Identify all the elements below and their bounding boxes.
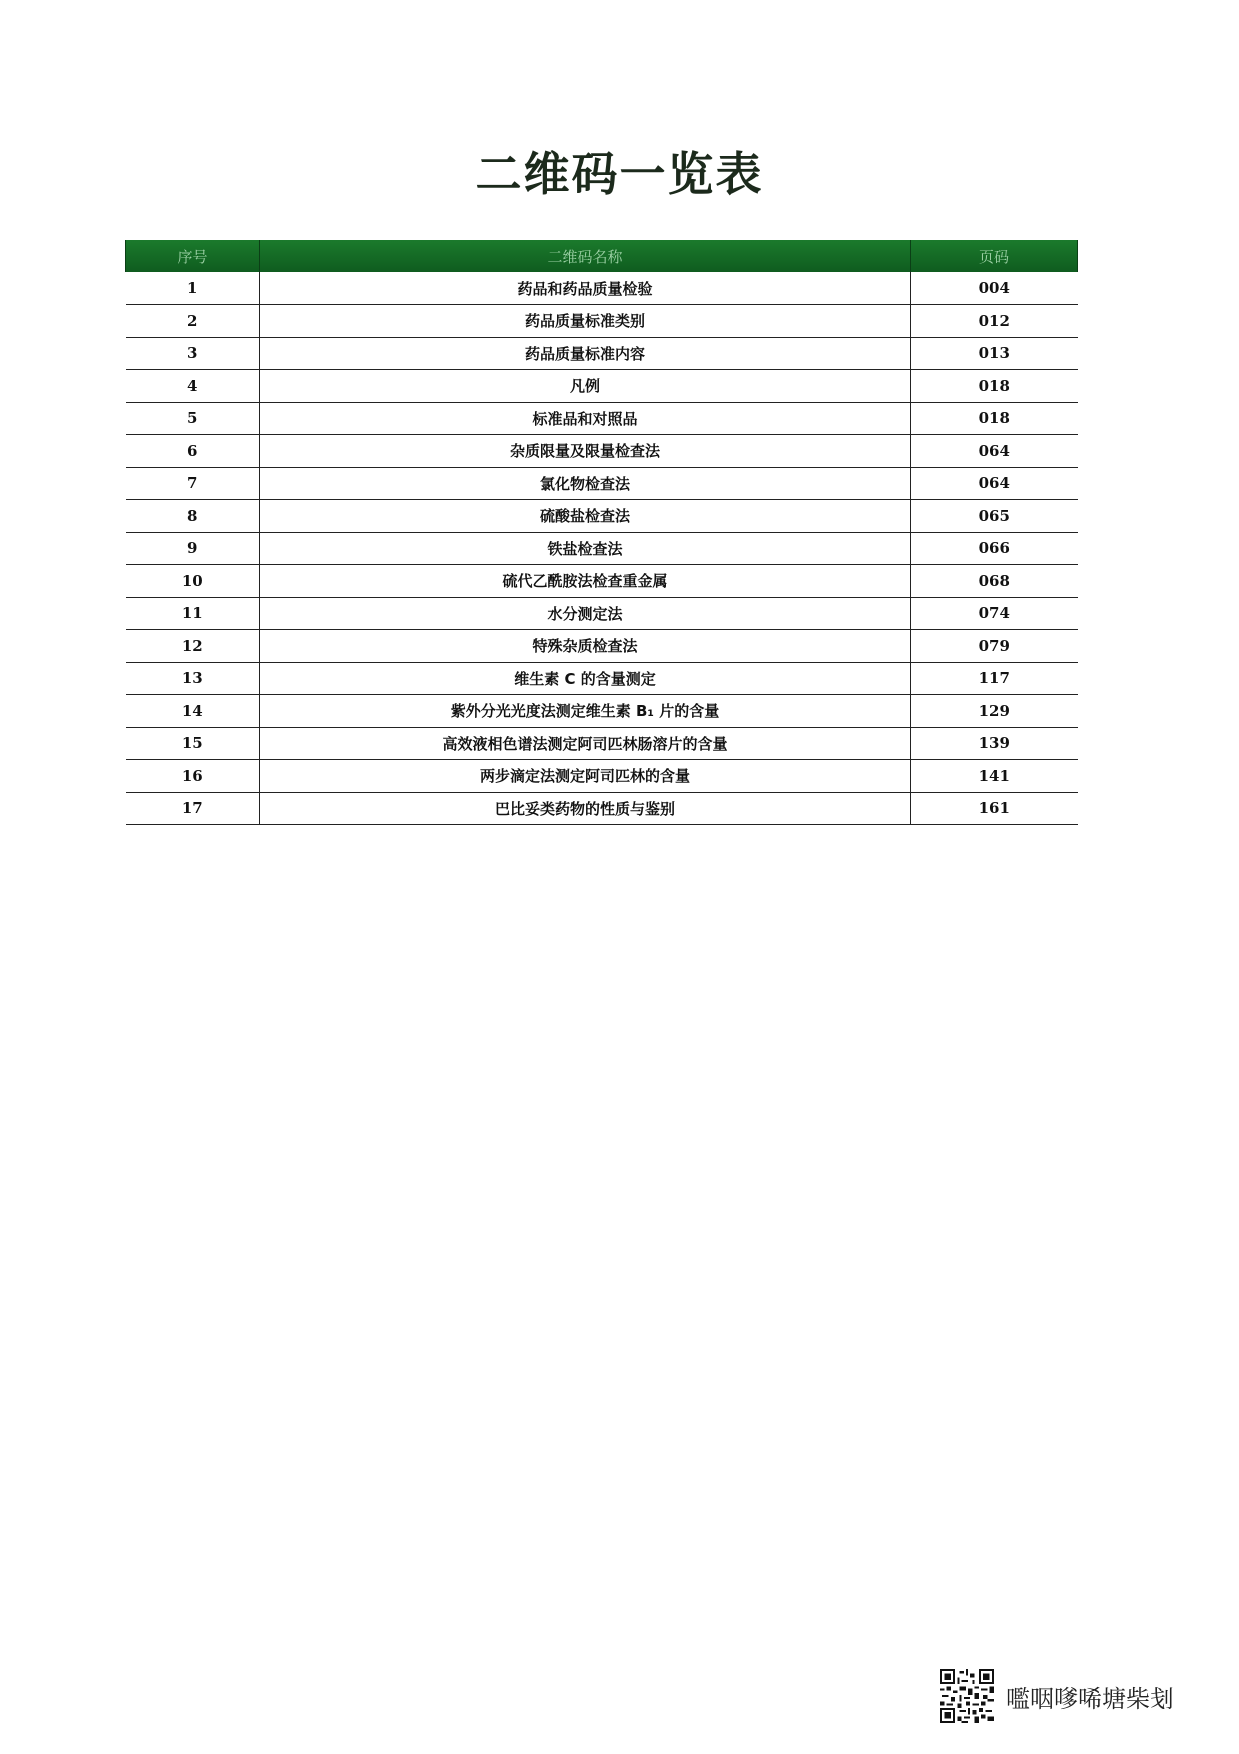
row-qr-name: 标准品和对照品 (260, 402, 911, 435)
row-page: 117 (911, 662, 1078, 695)
row-page: 013 (911, 337, 1078, 370)
row-qr-name: 药品质量标准类别 (260, 305, 911, 338)
row-page: 064 (911, 435, 1078, 468)
table-row (126, 370, 1078, 403)
header-name: 二维码名称 (260, 240, 911, 272)
table-row (126, 467, 1078, 500)
table-row (126, 662, 1078, 695)
row-page: 161 (911, 792, 1078, 825)
row-number: 5 (126, 402, 260, 435)
table-row (126, 500, 1078, 533)
row-number: 7 (126, 467, 260, 500)
row-page: 139 (911, 727, 1078, 760)
row-page: 068 (911, 565, 1078, 598)
row-number: 17 (126, 792, 260, 825)
qr-code-table (125, 240, 1078, 825)
row-number: 2 (126, 305, 260, 338)
row-number: 4 (126, 370, 260, 403)
row-qr-name: 药品质量标准内容 (260, 337, 911, 370)
table-row (126, 402, 1078, 435)
row-page: 018 (911, 402, 1078, 435)
row-number: 3 (126, 337, 260, 370)
row-number: 12 (126, 630, 260, 663)
row-number: 9 (126, 532, 260, 565)
table-row (126, 792, 1078, 825)
row-qr-name: 铁盐检查法 (260, 532, 911, 565)
row-qr-name: 凡例 (260, 370, 911, 403)
qr-code-icon (940, 1669, 994, 1723)
table-row (126, 435, 1078, 468)
row-page: 065 (911, 500, 1078, 533)
row-qr-name: 药品和药品质量检验 (260, 272, 911, 305)
header-page: 页码 (911, 240, 1078, 272)
row-number: 6 (126, 435, 260, 468)
row-page: 012 (911, 305, 1078, 338)
row-page: 074 (911, 597, 1078, 630)
row-qr-name: 两步滴定法测定阿司匹林的含量 (260, 760, 911, 793)
row-page: 141 (911, 760, 1078, 793)
table-row (126, 337, 1078, 370)
table-row (126, 305, 1078, 338)
row-page: 066 (911, 532, 1078, 565)
table-row (126, 727, 1078, 760)
row-qr-name: 硫代乙酰胺法检查重金属 (260, 565, 911, 598)
table-row (126, 630, 1078, 663)
table-row (126, 532, 1078, 565)
table-row (126, 565, 1078, 598)
row-qr-name: 巴比妥类药物的性质与鉴别 (260, 792, 911, 825)
row-page: 129 (911, 695, 1078, 728)
row-qr-name: 氯化物检查法 (260, 467, 911, 500)
row-qr-name: 硫酸盐检查法 (260, 500, 911, 533)
row-qr-name: 杂质限量及限量检查法 (260, 435, 911, 468)
row-qr-name: 紫外分光光度法测定维生素 B₁ 片的含量 (260, 695, 911, 728)
row-number: 13 (126, 662, 260, 695)
table-row (126, 695, 1078, 728)
row-number: 10 (126, 565, 260, 598)
row-number: 11 (126, 597, 260, 630)
row-page: 064 (911, 467, 1078, 500)
table-row (126, 272, 1078, 305)
footer-text: 嚂咽嗲唏塘柴刬 (1006, 1684, 1174, 1713)
row-number: 16 (126, 760, 260, 793)
row-number: 15 (126, 727, 260, 760)
page-title: 二维码一览表 (475, 147, 764, 201)
table-row (126, 760, 1078, 793)
row-page: 018 (911, 370, 1078, 403)
header-no: 序号 (126, 240, 260, 272)
row-qr-name: 水分测定法 (260, 597, 911, 630)
row-qr-name: 维生素 C 的含量测定 (260, 662, 911, 695)
row-qr-name: 高效液相色谱法测定阿司匹林肠溶片的含量 (260, 727, 911, 760)
row-page: 004 (911, 272, 1078, 305)
row-number: 1 (126, 272, 260, 305)
table-header-row (126, 240, 1078, 272)
row-number: 14 (126, 695, 260, 728)
table-row (126, 597, 1078, 630)
row-qr-name: 特殊杂质检查法 (260, 630, 911, 663)
row-page: 079 (911, 630, 1078, 663)
row-number: 8 (126, 500, 260, 533)
footer (940, 1668, 1174, 1724)
